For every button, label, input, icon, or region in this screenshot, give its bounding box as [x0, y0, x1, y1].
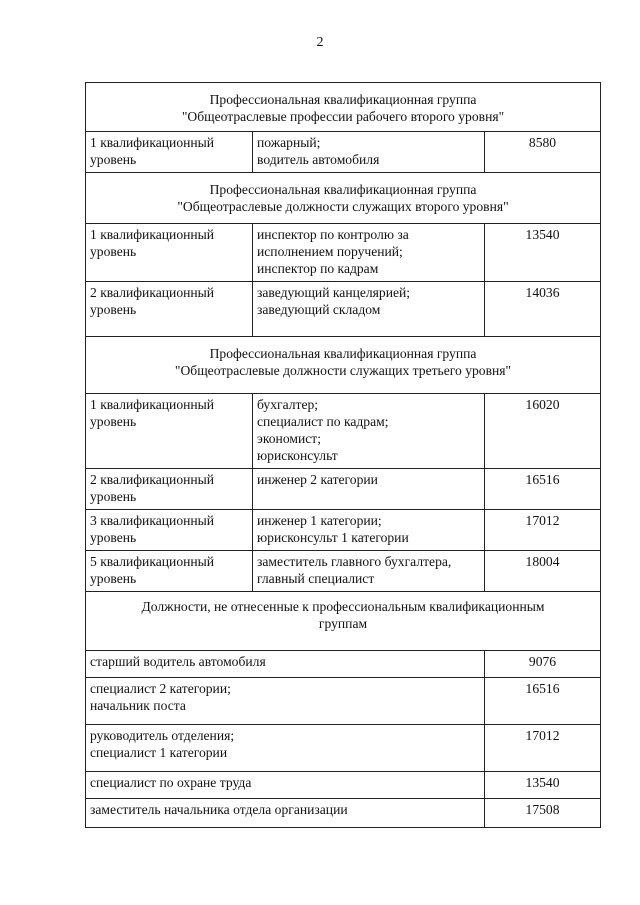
position-list-line: юрисконсульт: [257, 448, 338, 463]
position-list-line: юрисконсульт 1 категории: [257, 530, 409, 545]
qualification-level-line: уровень: [90, 302, 137, 317]
salary-value: 17508: [485, 799, 601, 828]
position-list-line: заведующий складом: [257, 302, 381, 317]
group-header-row: [86, 173, 601, 224]
group-title-line: Профессиональная квалификационная группа: [209, 92, 477, 107]
salary-value: 16516: [485, 678, 601, 725]
position-list: [253, 224, 485, 282]
group-title-line: Профессиональная квалификационная группа: [209, 182, 477, 197]
position-list-line: исполнением поручений;: [257, 244, 403, 259]
position-list-line: главный специалист: [257, 571, 375, 586]
qualification-level-line: 1 квалификационный: [90, 135, 215, 150]
position-list-line: старший водитель автомобиля: [90, 654, 266, 669]
position-list-line: экономист;: [257, 431, 321, 446]
position-list: [86, 772, 485, 799]
position-list: [86, 725, 485, 772]
qualification-level: [86, 282, 253, 337]
salary-value: 14036: [485, 282, 601, 337]
position-list-line: инспектор по контролю за: [257, 227, 409, 242]
group-title: [86, 83, 601, 132]
position-list: [253, 551, 485, 592]
position-list-line: начальник поста: [90, 698, 186, 713]
qualification-level-line: уровень: [90, 571, 137, 586]
position-list-line: пожарный;: [257, 135, 321, 150]
salary-value: 18004: [485, 551, 601, 592]
position-list-line: водитель автомобиля: [257, 152, 380, 167]
salary-value: 13540: [485, 772, 601, 799]
group-title-line: Профессиональная квалификационная группа: [209, 346, 477, 361]
qualification-level: [86, 551, 253, 592]
position-list-line: инженер 1 категории;: [257, 513, 382, 528]
position-list: [253, 510, 485, 551]
group-title: [86, 592, 601, 651]
salary-value: 16516: [485, 469, 601, 510]
table-row: [86, 282, 601, 337]
position-list-line: руководитель отделения;: [90, 728, 235, 743]
qualification-level: [86, 510, 253, 551]
group-title-line: "Общеотраслевые должности служащих третьего уровня": [174, 363, 512, 378]
position-list-line: заведующий канцелярией;: [257, 285, 411, 300]
table-row: [86, 224, 601, 282]
position-list: [253, 394, 485, 469]
table-row: [86, 772, 601, 799]
position-list: [253, 282, 485, 337]
table-row: [86, 551, 601, 592]
page-number: 2: [316, 35, 324, 50]
position-list: [86, 651, 485, 678]
position-list-line: специалист 2 категории;: [90, 681, 231, 696]
position-list: [86, 799, 485, 828]
table-row: [86, 394, 601, 469]
salary-value: 8580: [485, 132, 601, 173]
qualification-level-line: 2 квалификационный: [90, 472, 215, 487]
qualification-level-line: уровень: [90, 489, 137, 504]
qualification-level-line: 3 квалификационный: [90, 513, 215, 528]
table-row: [86, 799, 601, 828]
position-list-line: специалист по охране труда: [90, 775, 252, 790]
salary-table: [85, 82, 600, 828]
position-list-line: специалист по кадрам;: [257, 414, 389, 429]
qualification-level-line: 5 квалификационный: [90, 554, 215, 569]
table-row: [86, 651, 601, 678]
group-title-line: Должности, не отнесенные к профессиональным квалификационным: [141, 599, 545, 614]
qualification-level: [86, 469, 253, 510]
qualification-level-line: 1 квалификационный: [90, 227, 215, 242]
position-list-line: бухгалтер;: [257, 397, 319, 412]
group-title-line: группам: [318, 616, 368, 631]
group-title: [86, 337, 601, 394]
qualification-level-line: 1 квалификационный: [90, 397, 215, 412]
group-header-row: [86, 592, 601, 651]
position-list-line: специалист 1 категории: [90, 745, 228, 760]
salary-value: 9076: [485, 651, 601, 678]
table-row: [86, 469, 601, 510]
group-title-line: "Общеотраслевые профессии рабочего второго уровня": [181, 109, 505, 124]
qualification-level-line: уровень: [90, 244, 137, 259]
table-row: [86, 510, 601, 551]
position-list-line: заместитель начальника отдела организации: [90, 802, 348, 817]
qualification-level: [86, 224, 253, 282]
qualification-level-line: уровень: [90, 530, 137, 545]
position-list-line: инспектор по кадрам: [257, 261, 379, 276]
group-header-row: [86, 83, 601, 132]
salary-value: 17012: [485, 510, 601, 551]
table-row: [86, 725, 601, 772]
position-list: [253, 132, 485, 173]
group-title: [86, 173, 601, 224]
position-list: [86, 678, 485, 725]
position-list-line: инженер 2 категории: [257, 472, 378, 487]
salary-value: 13540: [485, 224, 601, 282]
qualification-level: [86, 394, 253, 469]
salary-table-body: [86, 83, 601, 828]
position-list-line: заместитель главного бухгалтера,: [257, 554, 452, 569]
position-list: [253, 469, 485, 510]
group-title-line: "Общеотраслевые должности служащих второго уровня": [177, 199, 509, 214]
table-row: [86, 678, 601, 725]
salary-value: 17012: [485, 725, 601, 772]
qualification-level-line: уровень: [90, 414, 137, 429]
group-header-row: [86, 337, 601, 394]
qualification-level: [86, 132, 253, 173]
qualification-level-line: уровень: [90, 152, 137, 167]
salary-value: 16020: [485, 394, 601, 469]
table-row: [86, 132, 601, 173]
qualification-level-line: 2 квалификационный: [90, 285, 215, 300]
